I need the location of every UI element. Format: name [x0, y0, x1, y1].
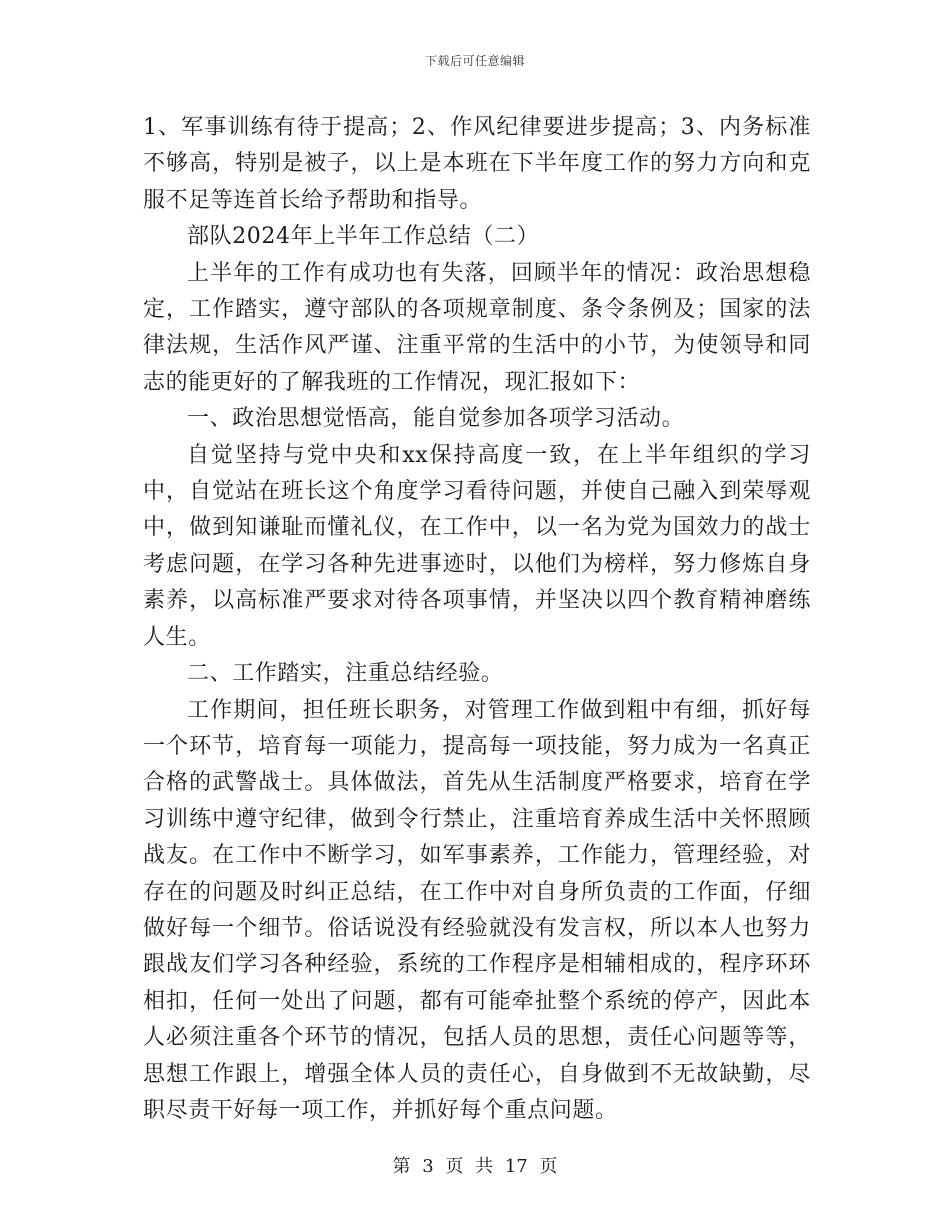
- page-header: 下载后可任意编辑: [424, 54, 525, 68]
- paragraph: 工作期间，担任班长职务，对管理工作做到粗中有细，抓好每一个环节，培育每一项能力，提高每一项技能，努力成为一名真正合格的武警战士。具体做法，首先从生活制度严格要求，培育在学习训练中遵守纪律，做到令行禁止，注重培育养成生活中关怀照顾战友。在工作中不断学习，如军事素养，工作能力，管理经验，对存在的问题及时纠正总结，在工作中对自身所负责的工作面，仔细做好每一个细节。俗话说没有经验就没有发言权，所以本人也努力跟战友们学习各种经验，系统的工作程序是相辅相成的，程序环环相扣，任何一处出了问题，都有可能牵扯整个系统的停产，因此本人必须注重各个环节的情况，包括人员的思想，责任心问题等等，思想工作跟上，增强全体人员的责任心，自身做到不无故缺勤，尽职尽责干好每一项工作，并抓好每个重点问题。: [143, 697, 811, 1123]
- paragraph: 自觉坚持与党中央和xx保持高度一致，在上半年组织的学习中，自觉站在班长这个角度学习看待问题，并使自己融入到荣辱观中，做到知谦耻而懂礼仪，在工作中，以一名为党为国效力的战士考虑问题，在学习各种先进事迹时，以他们为榜样，努力修炼自身素养，以高标准严要求对待各项事情，并坚决以四个教育精神磨练人生。: [143, 442, 811, 650]
- document-body: [143, 110, 811, 1129]
- page-number: 第 3 页 共 17 页: [392, 1156, 558, 1177]
- paragraph: 上半年的工作有成功也有失落，回顾半年的情况：政治思想稳定，工作踏实，遵守部队的各项规章制度、条令条例及；国家的法律法规，生活作风严谨、注重平常的生活中的小节，为使领导和同志的能更好的了解我班的工作情况，现汇报如下：: [143, 260, 811, 395]
- paragraph: 1、军事训练有待于提高；2、作风纪律要进步提高；3、内务标准不够高，特别是被子，以上是本班在下半年度工作的努力方向和克服不足等连首长给予帮助和指导。: [143, 115, 811, 213]
- section-title: 部队2024年上半年工作总结（二）: [187, 224, 540, 250]
- section-heading: 一、政治思想觉悟高，能自觉参加各项学习活动。: [187, 406, 685, 432]
- section-heading: 二、工作踏实，注重总结经验。: [187, 661, 504, 687]
